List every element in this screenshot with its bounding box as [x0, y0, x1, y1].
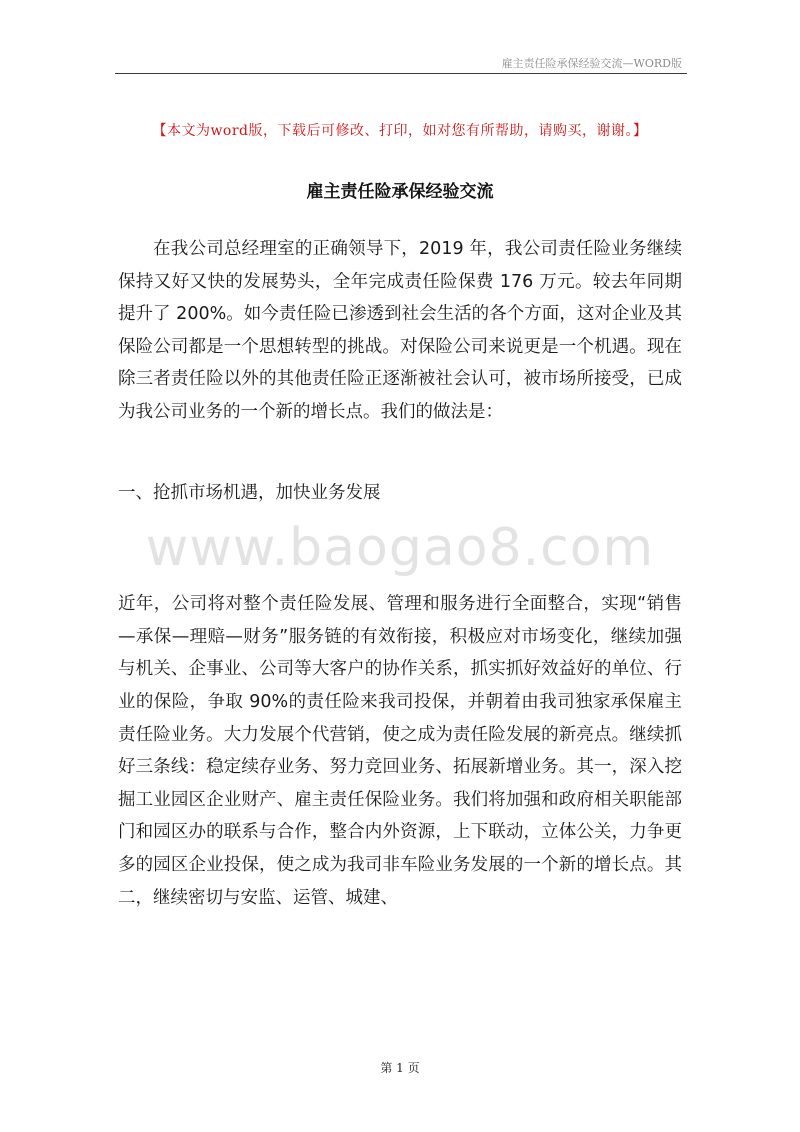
document-body — [118, 233, 682, 914]
purchase-notice: 【本文为word版，下载后可修改、打印，如对您有所帮助，请购买，谢谢。】 — [152, 123, 648, 139]
header-divider — [115, 73, 687, 74]
section-heading: 一、抢抓市场机遇，加快业务发展 — [118, 482, 381, 503]
watermark: www.baogao8.com — [145, 518, 655, 578]
section-paragraph: 近年，公司将对整个责任险发展、管理和服务进行全面整合，实现“销售—承保—理赔—财务”服务链的有效衔接，积极应对市场变化，继续加强与机关、企事业、公司等大客户的协作关系，抓实抓好效益好的单位、行业的保险，争取 90%的责任险来我司投保，并朝着由我司独家承保雇主责任险业务。大力发展个代营销，使之成为责任险发展的新亮点。继续抓好三条线：稳定续存业务、努力竞回业务、拓展新增业务。其一，深入挖掘工业园区企业财产、雇主责任保险业务。我们将加强和政府相关职能部门和园区办的联系与合作，整合内外资源，上下联动，立体公关，力争更多的园区企业投保，使之成为我司非车险业务发展的一个新的增长点。其二，继续密切与安监、运管、城建、 — [118, 594, 682, 908]
document-title: 雇主责任险承保经验交流 — [306, 182, 494, 202]
running-header: 雇主责任险承保经验交流—WORD版 — [501, 57, 682, 70]
page-number: 第 1 页 — [380, 1061, 420, 1075]
intro-paragraph: 在我公司总经理室的正确领导下，2019 年，我公司责任险业务继续保持又好又快的发展势头，全年完成责任险保费 176 万元。较去年同期提升了 200%。如今责任险已渗透到社会生活的各个方面，这对企业及其保险公司都是一个思想转型的挑战。对保险公司来说更是一个机遇。现在除三者责任险以外的其他责任险正逐渐被社会认可，被市场所接受，已成为我公司业务的一个新的增长点。我们的做法是： — [118, 239, 682, 422]
